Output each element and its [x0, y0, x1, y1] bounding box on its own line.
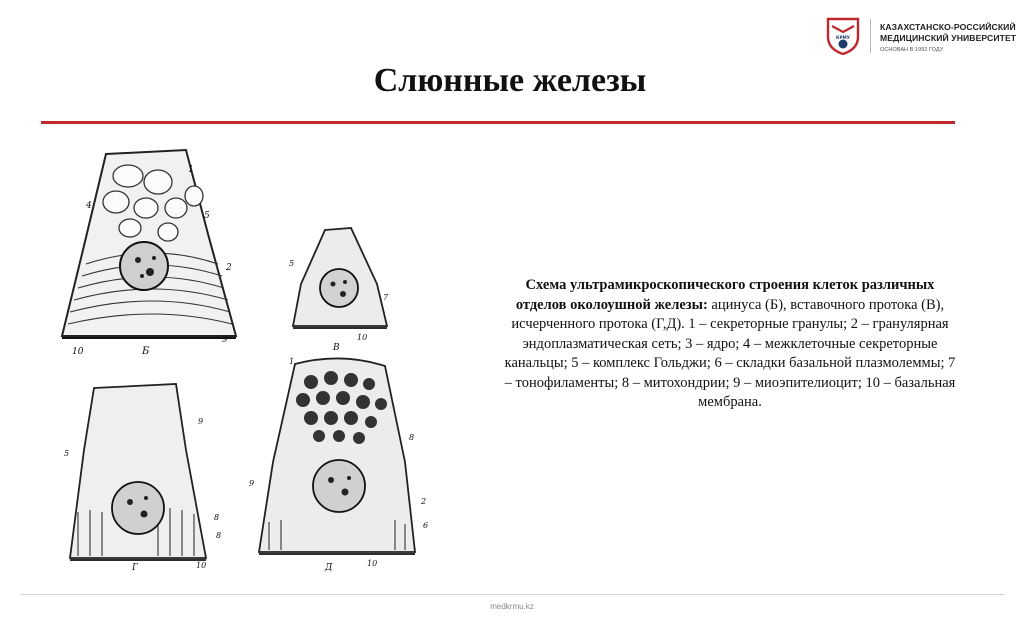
- logo-founded: ОСНОВАН В 1992 ГОДУ: [880, 47, 944, 53]
- university-logo: [826, 17, 1016, 57]
- figure-g-letter: Г: [132, 563, 138, 572]
- logo-divider: [870, 19, 871, 53]
- figure-d-label: 9: [249, 479, 255, 488]
- figure-striated-duct-cell-g: [58, 380, 253, 572]
- caption-body: ацинуса (Б), вставочного протока (В), исчерченного протока (Г,Д). 1 – секреторные гранулы; 2 – гранулярная эндоплазматическая сеть; 3 – ядро; 4 – межклеточные секреторные канальцы; 5 – комплекс Гольджи; 6 – складки базальной плазмолеммы; 7 – тонофиламенты; 8 – митохондрии; 9 – миоэпителиоцит; 10 – базальная мембрана.: [504, 296, 956, 410]
- figure-b-label: 5: [204, 211, 210, 221]
- figure-v-label: 7: [383, 293, 389, 302]
- figure-d-label: 2: [421, 497, 427, 506]
- footer-website: medkrmu.kz: [490, 602, 534, 611]
- figure-v-letter: В: [333, 343, 340, 353]
- figure-b-label: 4: [86, 201, 92, 211]
- figure-v-label: 5: [289, 259, 295, 268]
- shield-text: КРМУ: [836, 35, 850, 40]
- figure-b-label: 1: [188, 165, 194, 175]
- figure-b-label: 10: [72, 347, 84, 357]
- figure-intercalated-duct-cell: [285, 224, 395, 356]
- logo-name-line1: КАЗАХСТАНСКО-РОССИЙСКИЙ: [880, 22, 1016, 32]
- figure-b-label: 2: [226, 263, 232, 273]
- page-title: Слюнные железы: [373, 62, 647, 99]
- figure-v-label: 10: [357, 333, 368, 342]
- figure-b-letter: Б: [142, 346, 150, 357]
- figure-d-label: 8: [409, 433, 415, 442]
- figure-b-label: 9: [222, 335, 228, 345]
- figure-g-label: 8: [216, 531, 222, 540]
- figure-g-label: 10: [196, 561, 207, 570]
- shield-logo-icon: [826, 17, 860, 55]
- figure-d-letter: Д: [325, 563, 333, 572]
- figure-caption: [500, 276, 960, 413]
- figure-g-label: 8: [214, 513, 220, 522]
- logo-name-line2: МЕДИЦИНСКИЙ УНИВЕРСИТЕТ: [880, 33, 1017, 43]
- figure-d-label: 10: [367, 559, 378, 568]
- figure-g-label: 9: [198, 417, 204, 426]
- footer-divider: [20, 594, 1005, 595]
- title-divider: [41, 121, 955, 124]
- caption-heading: Схема ультрамикроскопического строения клеток различных отделов околоушной железы:: [515, 277, 935, 313]
- figure-g-label: 5: [64, 449, 70, 458]
- figure-d-label: 6: [423, 521, 429, 530]
- figure-striated-duct-cell-d: [245, 352, 435, 572]
- figure-acinus-cell: [58, 144, 248, 360]
- figure-d-label: 1: [289, 357, 295, 366]
